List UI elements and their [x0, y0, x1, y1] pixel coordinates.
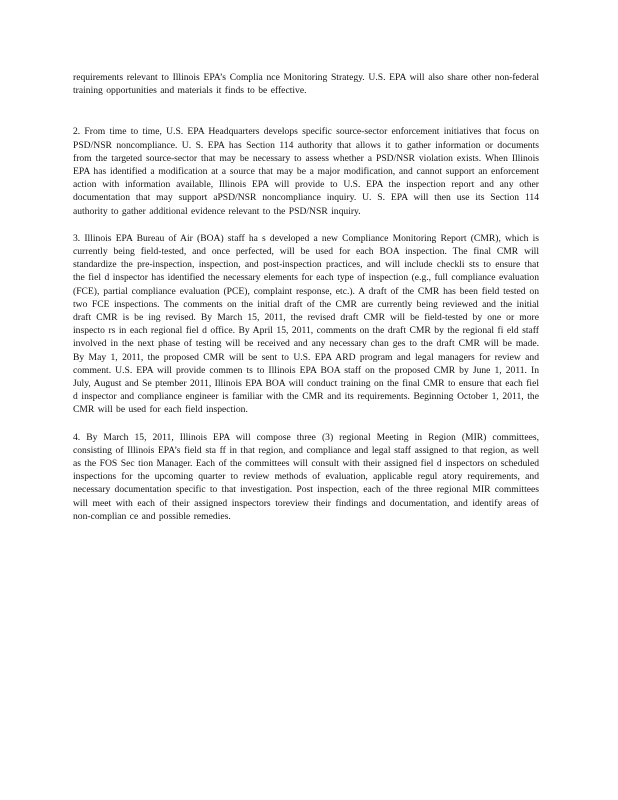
paragraph-spacer: [73, 97, 539, 125]
paragraph-item-4: 4. By March 15, 2011, Illinois EPA will compose three (3) regional Meeting in Region (MIR) committees, consisting of Illinois EPA’s field sta ff in that region, and compliance and legal staff assigned to that region, as well as the FOS Sec tion Manager. Each of the committees will consult with their assigned fiel d inspectors on scheduled inspections for the upcoming quarter to review methods of evaluation, applicable regul atory requirements, and necessary documentation specific to that investigation. Post inspection, each of the three regional MIR committees will meet with each of their assigned inspectors toreview their findings and documentation, and identify areas of non-complian ce and possible remedies.: [73, 431, 539, 522]
paragraph-spacer: [73, 218, 539, 232]
paragraph-item-2: 2. From time to time, U.S. EPA Headquarters develops specific source-sector enforcement initiatives that focus on PSD/NSR noncompliance. U. S. EPA has Section 114 authority that allows it to gather information or documents from the targeted source-sector that may be necessary to assess whether a PSD/NSR violation exists. When Illinois EPA has identified a modification at a source that may be a major modification, and cannot support an enforcement action with information available, Illinois EPA will provide to U.S. EPA the inspection report and any other documentation that may support aPSD/NSR noncompliance inquiry. U. S. EPA will then use its Section 114 authority to gather additional evidence relevant to the PSD/NSR inquiry.: [73, 126, 539, 217]
paragraph-continuation: requirements relevant to Illinois EPA’s Complia nce Monitoring Strategy. U.S. EPA will also share other non-federal training opportunities and materials it finds to be effective.: [73, 72, 539, 97]
paragraph-spacer: [73, 417, 539, 431]
document-body: [73, 71, 539, 523]
paragraph-item-3: 3. Illinois EPA Bureau of Air (BOA) staff ha s developed a new Compliance Monitoring Report (CMR), which is currently being field-tested, and once perfected, will be used for each BOA inspection. The final CMR will standardize the pre-inspection, inspection, and post-inspection practices, and will include checkli sts to ensure that the fiel d inspector has identified the necessary elements for each type of inspection (e.g., full compliance evaluation (FCE), partial compliance evaluation (PCE), complaint response, etc.). A draft of the CMR has been field tested on two FCE inspections. The comments on the initial draft of the CMR are currently being reviewed and the initial draft CMR is be ing revised. By March 15, 2011, the revised draft CMR will be field-tested by one or more inspecto rs in each regional fiel d office. By April 15, 2011, comments on the draft CMR by the regional fi eld staff involved in the next phase of testing will be received and any necessary chan ges to the draft CMR will be made. By May 1, 2011, the proposed CMR will be sent to U.S. EPA ARD program and legal managers for review and comment. U.S. EPA will provide commen ts to Illinois EPA BOA staff on the proposed CMR by June 1, 2011. In July, August and Se ptember 2011, Illinois EPA BOA will conduct training on the final CMR to ensure that each fiel d inspector and compliance engineer is familiar with the CMR and its requirements. Beginning October 1, 2011, the CMR will be used for each field inspection.: [73, 232, 539, 416]
